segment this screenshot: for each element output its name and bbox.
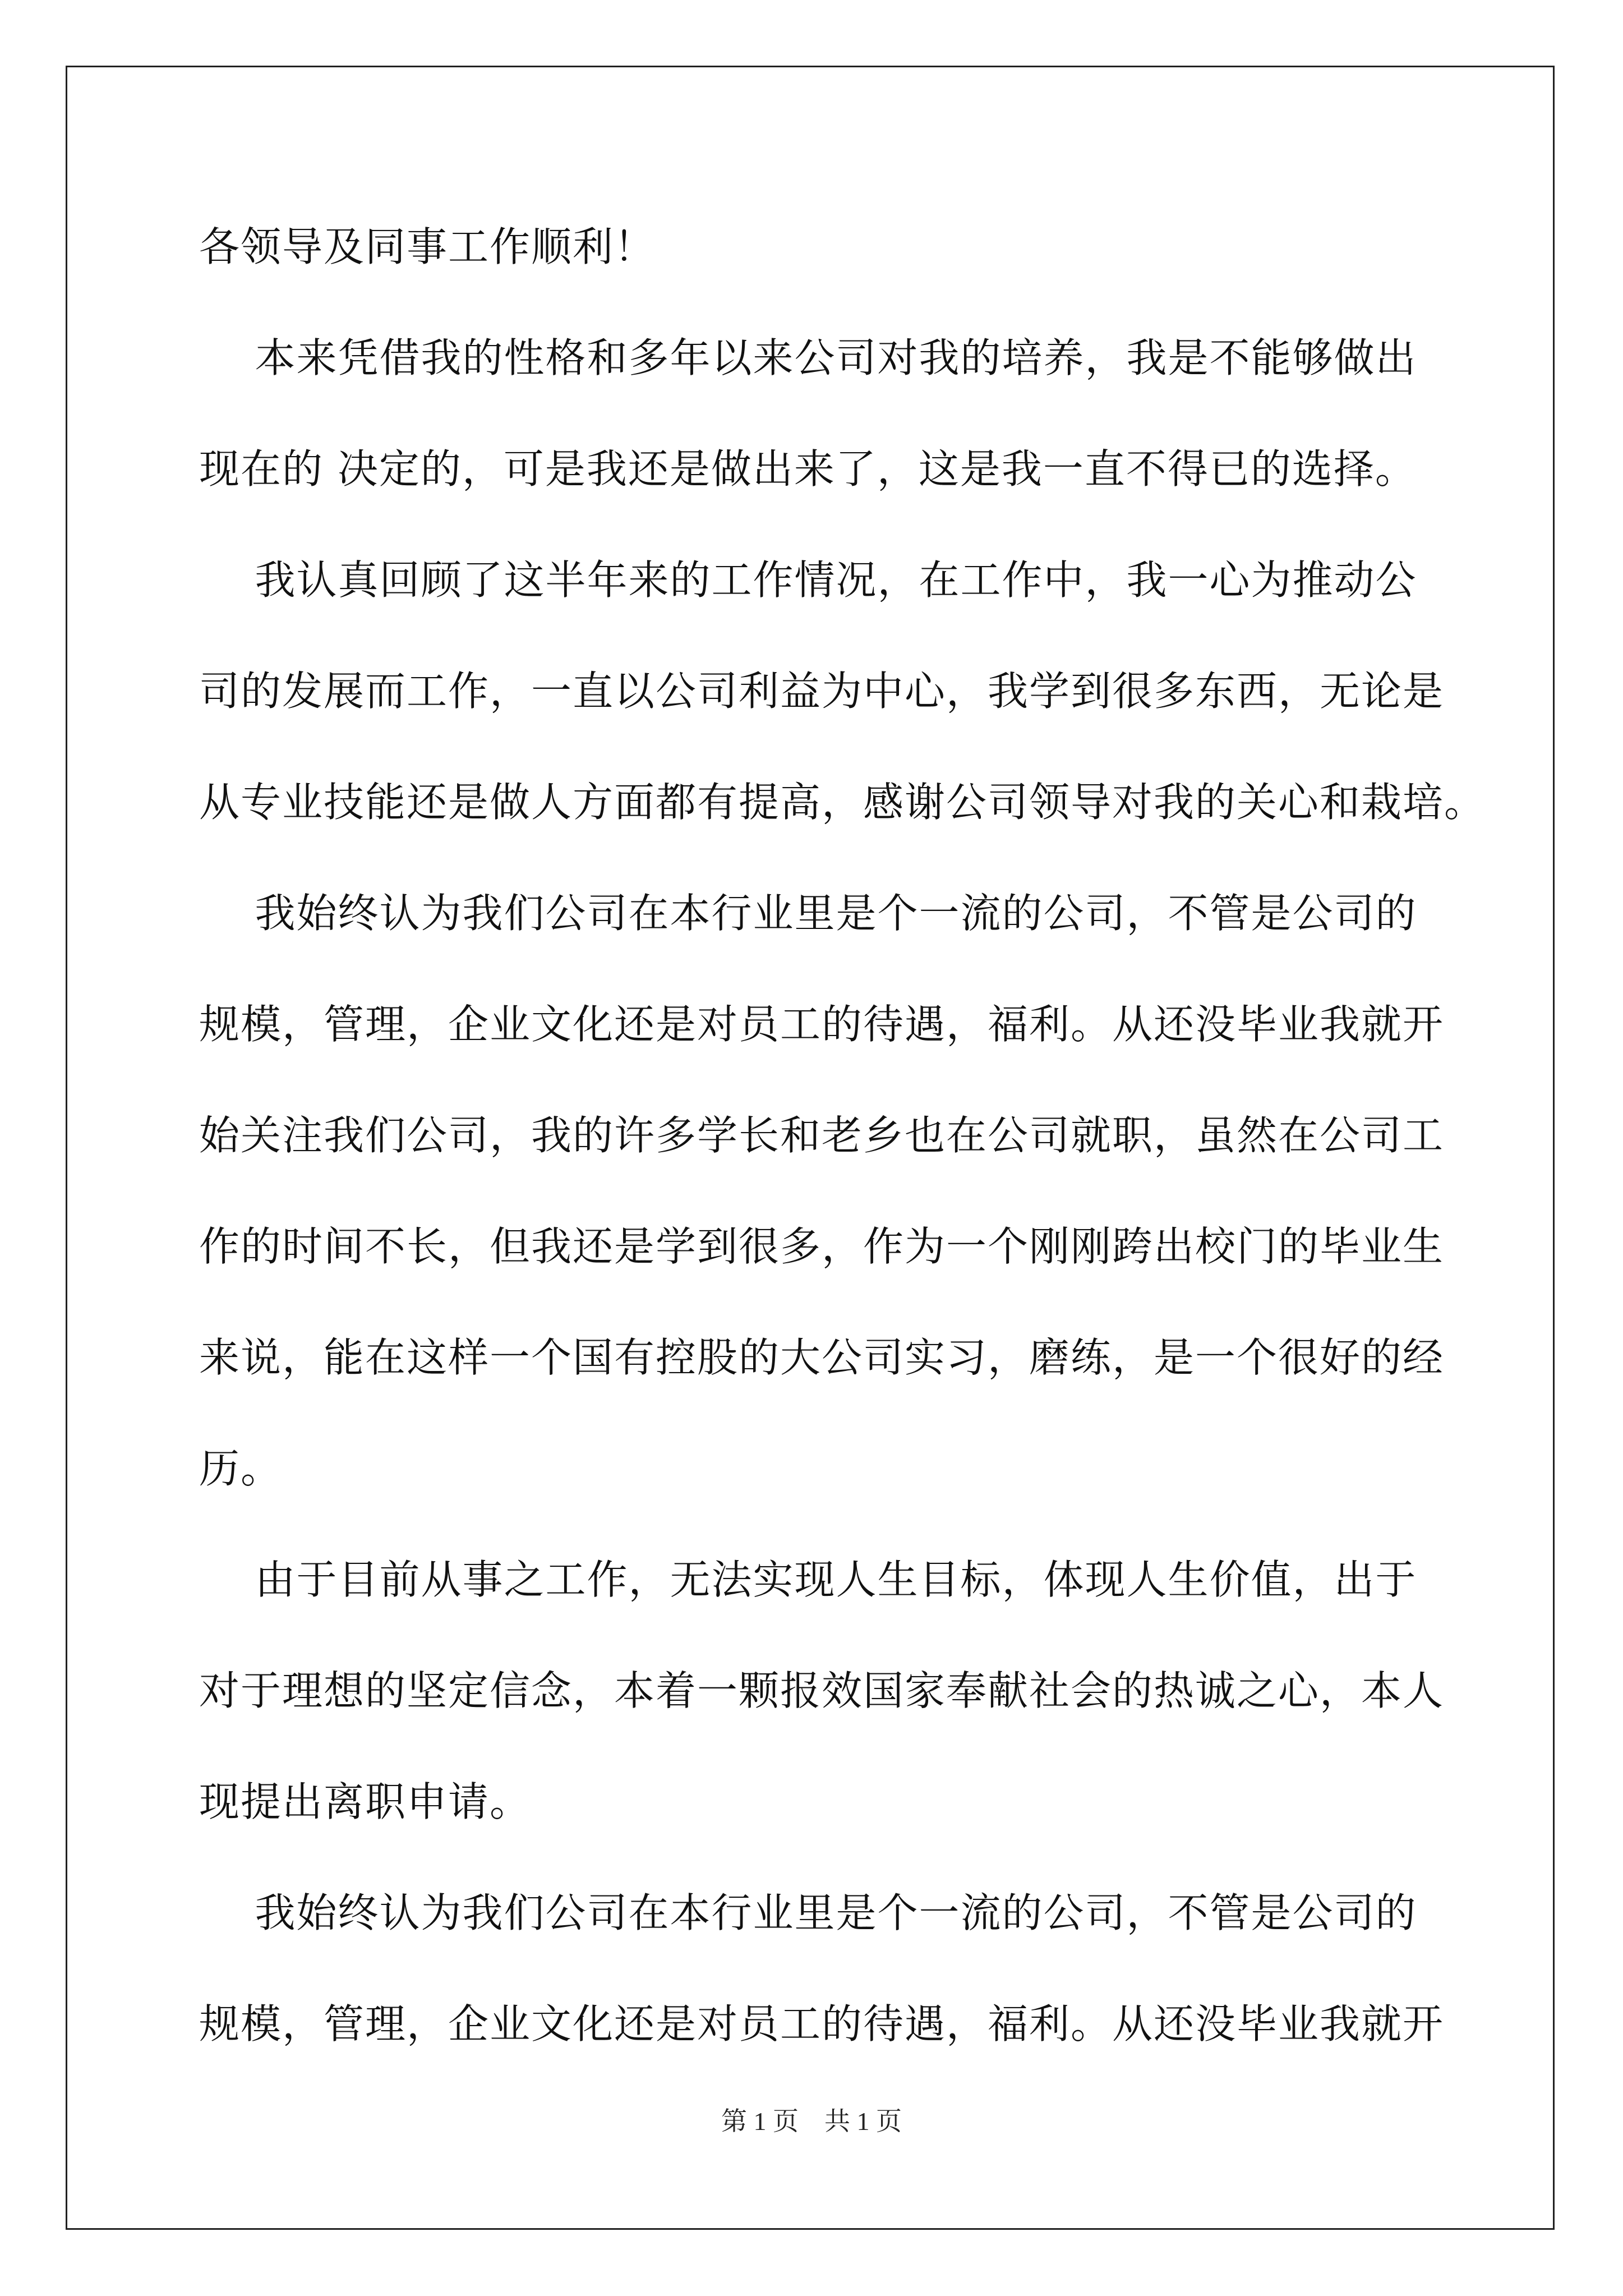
text-line: 由于目前从事之工作，无法实现人生目标，体现人生价值，出于 [199,1556,1417,1603]
text-line: 现在的 决定的，可是我还是做出来了，这是我一直不得已的选择。 [199,445,1417,493]
text-line: 对于理想的坚定信念，本着一颗报效国家奉献社会的热诚之心，本人 [199,1667,1445,1714]
text-line: 历。 [199,1445,283,1492]
text-line: 规模，管理，企业文化还是对员工的待遇，福利。从还没毕业我就开 [199,1001,1445,1048]
text-line: 来说，能在这样一个国有控股的大公司实习，磨练，是一个很好的经 [199,1334,1445,1381]
text-line: 我始终认为我们公司在本行业里是个一流的公司，不管是公司的 [199,890,1417,937]
text-line: 本来凭借我的性格和多年以来公司对我的培养，我是不能够做出 [199,334,1417,381]
text-line: 始关注我们公司，我的许多学长和老乡也在公司就职，虽然在公司工 [199,1112,1445,1159]
text-line: 各领导及同事工作顺利！ [199,223,656,270]
text-line: 从专业技能还是做人方面都有提高，感谢公司领导对我的关心和栽培。 [199,779,1486,826]
page-footer [0,2101,1623,2138]
text-line: 作的时间不长，但我还是学到很多，作为一个刚刚跨出校门的毕业生 [199,1223,1445,1270]
text-line: 我认真回顾了这半年来的工作情况，在工作中，我一心为推动公 [199,556,1417,604]
text-line: 司的发展而工作，一直以公司利益为中心，我学到很多东西，无论是 [199,668,1445,715]
text-line: 现提出离职申请。 [199,1778,532,1825]
page-number: 第 1 页 [721,2107,799,2136]
text-line: 规模，管理，企业文化还是对员工的待遇，福利。从还没毕业我就开 [199,2000,1445,2047]
page-total: 共 1 页 [824,2107,902,2136]
text-line: 我始终认为我们公司在本行业里是个一流的公司，不管是公司的 [199,1889,1417,1936]
